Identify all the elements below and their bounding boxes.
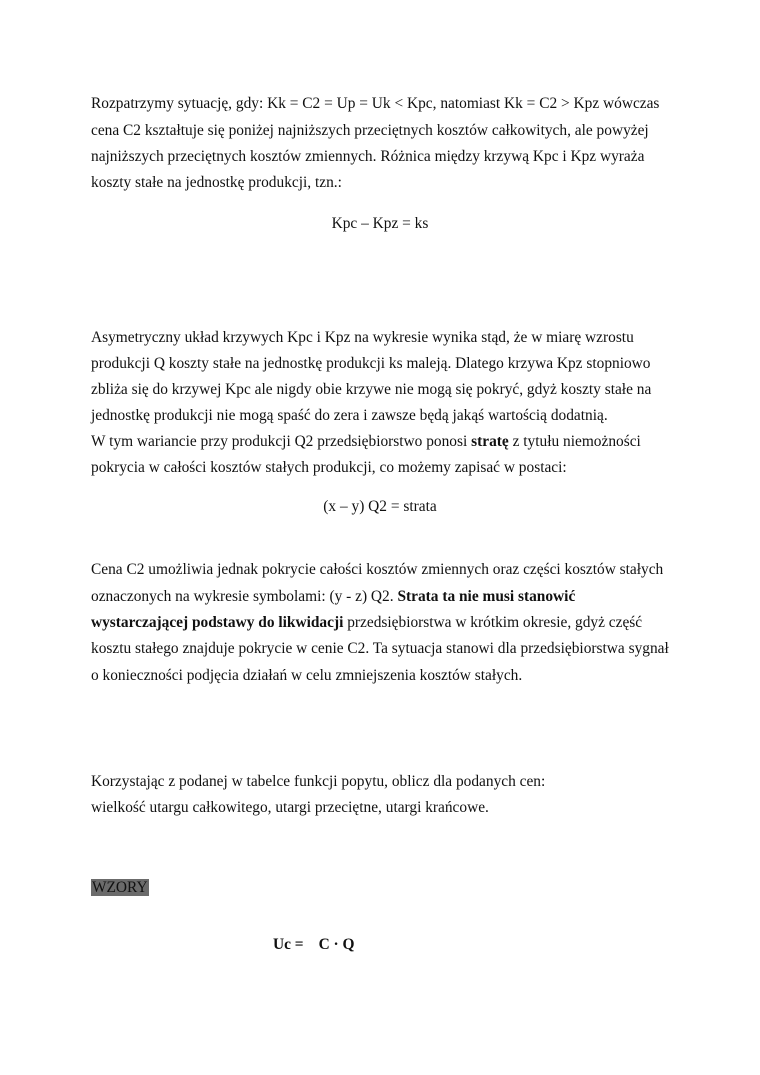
text-line: cena C2 kształtuje się poniżej najniższych przeciętnych kosztów całkowitych, ale powyżej [91, 122, 649, 139]
text-line: Rozpatrzymy sytuację, gdy: Kk = C2 = Up = Uk < Kpc, natomiast Kk = C2 > Kpz wówczas [91, 95, 660, 112]
text-line [91, 587, 575, 607]
text-line: pokrycia w całości kosztów stałych produkcji, co możemy zapisać w postaci: [91, 459, 567, 476]
text-span: oznaczonych na wykresie symbolami: (y - z) Q2. [91, 588, 398, 605]
text-line: kosztu stałego znajduje pokrycie w cenie C2. Ta sytuacja stanowi dla przedsiębiorstwa sygnał [91, 640, 669, 657]
text-span: przedsiębiorstwa w krótkim okresie, gdyż część [343, 614, 643, 631]
text-line: Cena C2 umożliwia jednak pokrycie całości kosztów zmiennych oraz części kosztów stałych [91, 561, 664, 578]
text-line: wielkość utargu całkowitego, utargi przeciętne, utargi krańcowe. [91, 799, 489, 816]
text-line: koszty stałe na jednostkę produkcji, tzn.: [91, 174, 342, 191]
formula-lhs: Uc = [273, 936, 304, 953]
highlighted-text: WZORY [92, 879, 148, 896]
text-span: W tym wariancie przy produkcji Q2 przedsiębiorstwo ponosi [91, 433, 472, 450]
equation-loss: (x – y) Q2 = strata [323, 498, 437, 515]
bold-text: stratę [471, 433, 509, 450]
bold-text: wystarczającej podstawy do likwidacji [91, 614, 344, 631]
equation-fixed-cost: Kpc – Kpz = ks [331, 215, 429, 232]
formula-total-revenue [273, 935, 355, 955]
text-line: zbliża się do krzywej Kpc ale nigdy obie krzywe nie mogą się pokryć, gdyż koszty stałe na [91, 381, 652, 398]
text-line: o konieczności podjęcia działań w celu zmniejszenia kosztów stałych. [91, 667, 523, 684]
text-line: jednostkę produkcji nie mogą spaść do zera i zawsze będą jakąś wartością dodatnią. [91, 407, 608, 424]
text-line: Asymetryczny układ krzywych Kpc i Kpz na wykresie wynika stąd, że w miarę wzrostu [91, 329, 634, 346]
text-line [91, 613, 642, 633]
formula-rhs: C · Q [318, 936, 355, 953]
text-line: produkcji Q koszty stałe na jednostkę produkcji ks maleją. Dlatego krzywa Kpz stopniowo [91, 355, 651, 372]
text-line: Korzystając z podanej w tabelce funkcji popytu, oblicz dla podanych cen: [91, 773, 546, 790]
formulas-heading [91, 878, 149, 898]
text-line [91, 432, 641, 452]
bold-text: Strata ta nie musi stanowić [397, 588, 576, 605]
text-line: najniższych przeciętnych kosztów zmiennych. Różnica między krzywą Kpc i Kpz wyraża [91, 148, 645, 165]
text-span: z tytułu niemożności [508, 433, 641, 450]
